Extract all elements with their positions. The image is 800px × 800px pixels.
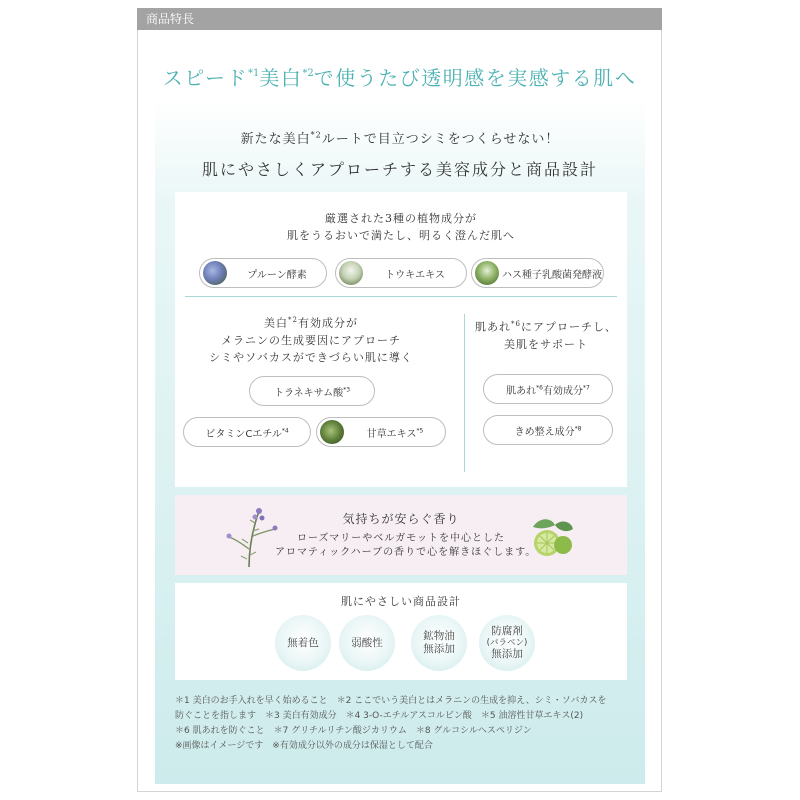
whitening-line1-b: 有効成分が [297,316,358,330]
section-header [137,8,662,30]
badge-weak-acid [339,615,395,671]
touki-photo [339,261,363,285]
footnote-line: ※画像はイメージです ※有効成分以外の成分は保湿として配合 [175,741,433,751]
headline [137,62,662,91]
footnote-line: ＊1 美白のお手入れを早く始めること ＊2 ここでいう美白とはメラニンの生成を抑え、シミ・ソバカスを [175,696,607,706]
headline-part3: で使うたび透明感を実感する肌へ [313,66,637,90]
badge-preservative-line1: 防腐剤 [491,625,523,637]
intro-line1 [160,128,640,147]
section-header-title: 商品特長 [146,12,195,26]
ingredient-licorice-label [351,425,439,440]
badge-no-coloring-line1: 無着色 [287,636,319,649]
fragrance-line2: アロマティックハーブの香りで心を解きほぐします。 [275,547,537,558]
roughness-heading [465,316,627,353]
ingredient-touki-label: トウキエキス [385,269,445,281]
whitening-line3: シミやソバカスができづらい肌に導く [209,350,413,364]
whitening-line1-a: 美白 [264,316,289,330]
headline-part1: スピード [162,66,248,90]
rough-active-footnote-a: *6 [536,384,543,392]
ingredient-prune [199,258,327,288]
footnote-line: 防ぐことを指します ＊3 美白有効成分 ＊4 3-O-エチルアスコルビン酸 ＊5 油溶性甘草エキス(2) [175,711,584,721]
rough-active-text-a: 肌あれ [506,385,537,397]
ingredient-rough-active [483,374,613,404]
texture-text: きめ整え成分 [514,426,575,438]
headline-part2: 美白 [259,66,303,90]
ingredient-vitamin-c [183,417,311,447]
ingredient-licorice [316,417,446,447]
divider-horizontal [185,296,617,297]
intro-line1-a: 新たな美白 [240,132,311,147]
badge-preservative-line3: 無添加 [491,648,523,660]
headline-footnote-2: *2 [302,68,314,79]
fragrance-line1: ローズマリーやベルガモットを中心とした [297,533,505,544]
licorice-text: 甘草エキス [366,428,417,440]
plants-line2: 肌をうるおいで満たし、明るく澄んだ肌へ [287,229,515,242]
design-box [175,583,627,680]
badge-mineral-oil-line2: 無添加 [423,643,455,655]
vitc-text: ビタミンCエチル [205,428,282,440]
ingredient-prune-label: プルーン酵素 [247,269,307,281]
fragrance-box [175,495,627,575]
footnotes [175,694,635,754]
design-title: 肌にやさしい商品設計 [341,595,461,608]
ingredient-touki [335,258,467,288]
fragrance-title: 気持ちが安らぐ香り [342,512,460,526]
bergamot-illustration [525,515,575,561]
intro-footnote: *2 [310,130,322,140]
plants-line1: 厳選された3種の植物成分が [325,212,477,225]
ingredient-lotus-label: ハス種子乳酸菌発酵液 [502,269,602,281]
lotus-seed-photo [475,261,499,285]
whitening-line1 [175,312,447,332]
badge-mineral-oil-free [411,615,467,671]
intro-line2: 肌にやさしくアプローチする美容成分と商品設計 [201,160,598,179]
badge-no-coloring [275,615,331,671]
roughness-line2: 美肌をサポート [504,337,588,351]
licorice-footnote: *5 [416,427,424,435]
roughness-line1 [465,316,627,336]
prune-photo [203,261,227,285]
whitening-heading [175,312,447,366]
tranexamic-text: トラネキサム酸 [273,387,344,399]
roughness-line1-a: 肌あれ [475,320,512,334]
badge-preservative-line2: (パラベン) [486,638,528,648]
headline-footnote-1: *1 [247,68,260,79]
roughness-line1-b: にアプローチし、 [520,320,617,334]
intro-line1-b: ルートで目立つシミをつくらせない！ [321,132,560,147]
rough-active-text-b: 有効成分 [543,385,583,397]
ingredient-rough-active-label [506,382,590,397]
texture-footnote: *8 [574,425,582,433]
rosemary-illustration [223,503,281,569]
tranexamic-footnote: *3 [343,386,351,394]
whitening-line2: メラニンの生成要因にアプローチ [221,333,401,347]
intro-text [160,128,640,180]
ingredient-tranexamic [249,376,375,406]
rough-active-footnote-b: *7 [583,384,590,392]
ingredients-box [175,192,627,487]
footnote-line: ＊6 肌あれを防ぐこと ＊7 グリチルリチン酸ジカリウム ＊8 グルコシルヘスペリジン [175,726,532,736]
licorice-photo [320,420,344,444]
ingredient-texture-label [515,423,582,438]
badge-mineral-oil-line1: 鉱物油 [423,630,455,642]
plants-heading [175,210,627,244]
whitening-footnote: *2 [288,316,298,324]
badge-weak-acid-line1: 弱酸性 [351,636,383,649]
roughness-footnote: *6 [511,320,521,328]
ingredient-vitamin-c-label [205,425,288,440]
ingredient-tranexamic-label [274,384,350,399]
ingredient-lotus [471,258,604,288]
ingredient-texture [483,415,613,445]
fragrance-text [275,511,537,560]
badge-preservative-free [479,615,535,671]
vitc-footnote: *4 [281,427,289,435]
